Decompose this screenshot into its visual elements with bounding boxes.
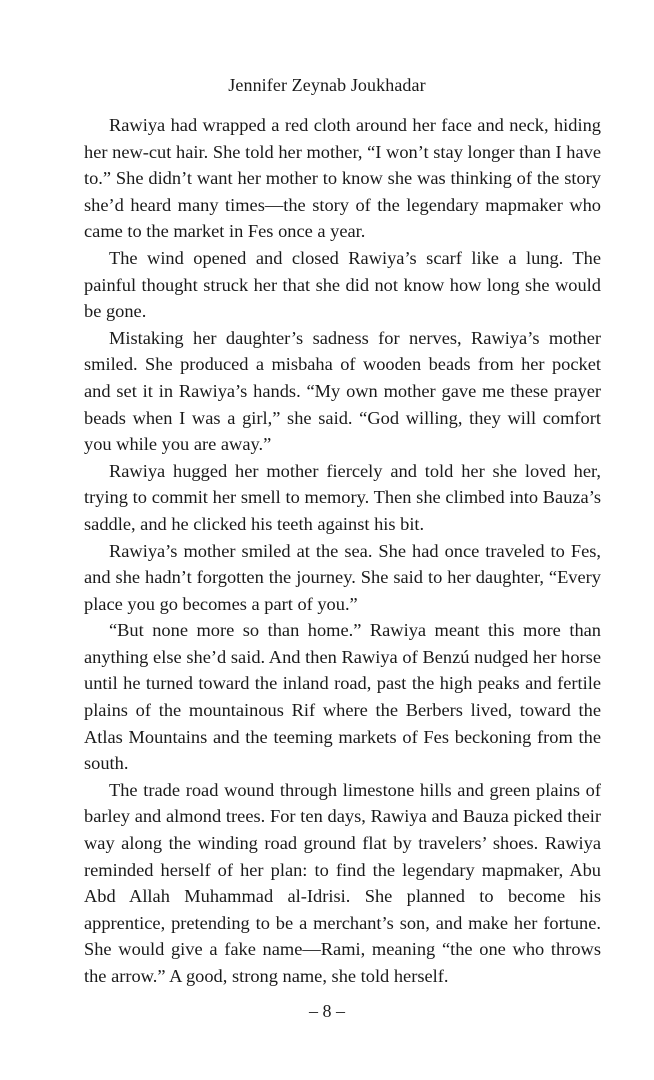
- page-number: – 8 –: [309, 1001, 345, 1021]
- paragraph: The wind opened and closed Rawiya’s scarf like a lung. The painful thought struck her that she did not know how long she would be gone.: [84, 247, 601, 322]
- running-head-author: Jennifer Zeynab Joukhadar: [228, 75, 426, 95]
- paragraph: Rawiya had wrapped a red cloth around her face and neck, hiding her new-cut hair. She told her mother, “I won’t stay longer than I have to.” She didn’t want her mother to know she was thinking of the story she’d heard many times—the story of the legendary mapmaker who came to the market in Fes once a year.: [84, 115, 601, 242]
- paragraph: Rawiya’s mother smiled at the sea. She had once traveled to Fes, and she hadn’t forgotten the journey. She said to her daughter, “Every place you go becomes a part of you.”: [84, 540, 601, 614]
- paragraph: Rawiya hugged her mother fiercely and told her she loved her, trying to commit her smell to memory. Then she climbed into Bauza’s saddle, and he clicked his teeth against his bit.: [84, 460, 601, 534]
- body-text: [84, 112, 601, 990]
- paragraph: Mistaking her daughter’s sadness for nerves, Rawiya’s mother smiled. She produced a misbaha of wooden beads from her pocket and set it in Rawiya’s hands. “My own mother gave me these prayer beads when I was a girl,” she said. “God willing, they will comfort you while you are away.”: [84, 327, 601, 455]
- paragraph: The trade road wound through limestone hills and green plains of barley and almond trees. For ten days, Rawiya and Bauza picked their way along the winding road ground flat by travelers’ shoes. Rawiya reminded herself of her plan: to find the legendary mapmaker, Abu Abd Allah Muhammad al-Idrisi. She planned to become his apprentice, pretending to be a merchant’s son, and make her fortune. She would give a fake name—Rami, meaning “the one who throws the arrow.” A good, strong name, she told herself.: [84, 779, 601, 986]
- paragraph: “But none more so than home.” Rawiya meant this more than anything else she’d said. And then Rawiya of Benzú nudged her horse until he turned toward the inland road, past the high peaks and fertile plains of the mountainous Rif where the Berbers lived, toward the Atlas Mountains and the teeming markets of Fes beckoning from the south.: [84, 620, 601, 774]
